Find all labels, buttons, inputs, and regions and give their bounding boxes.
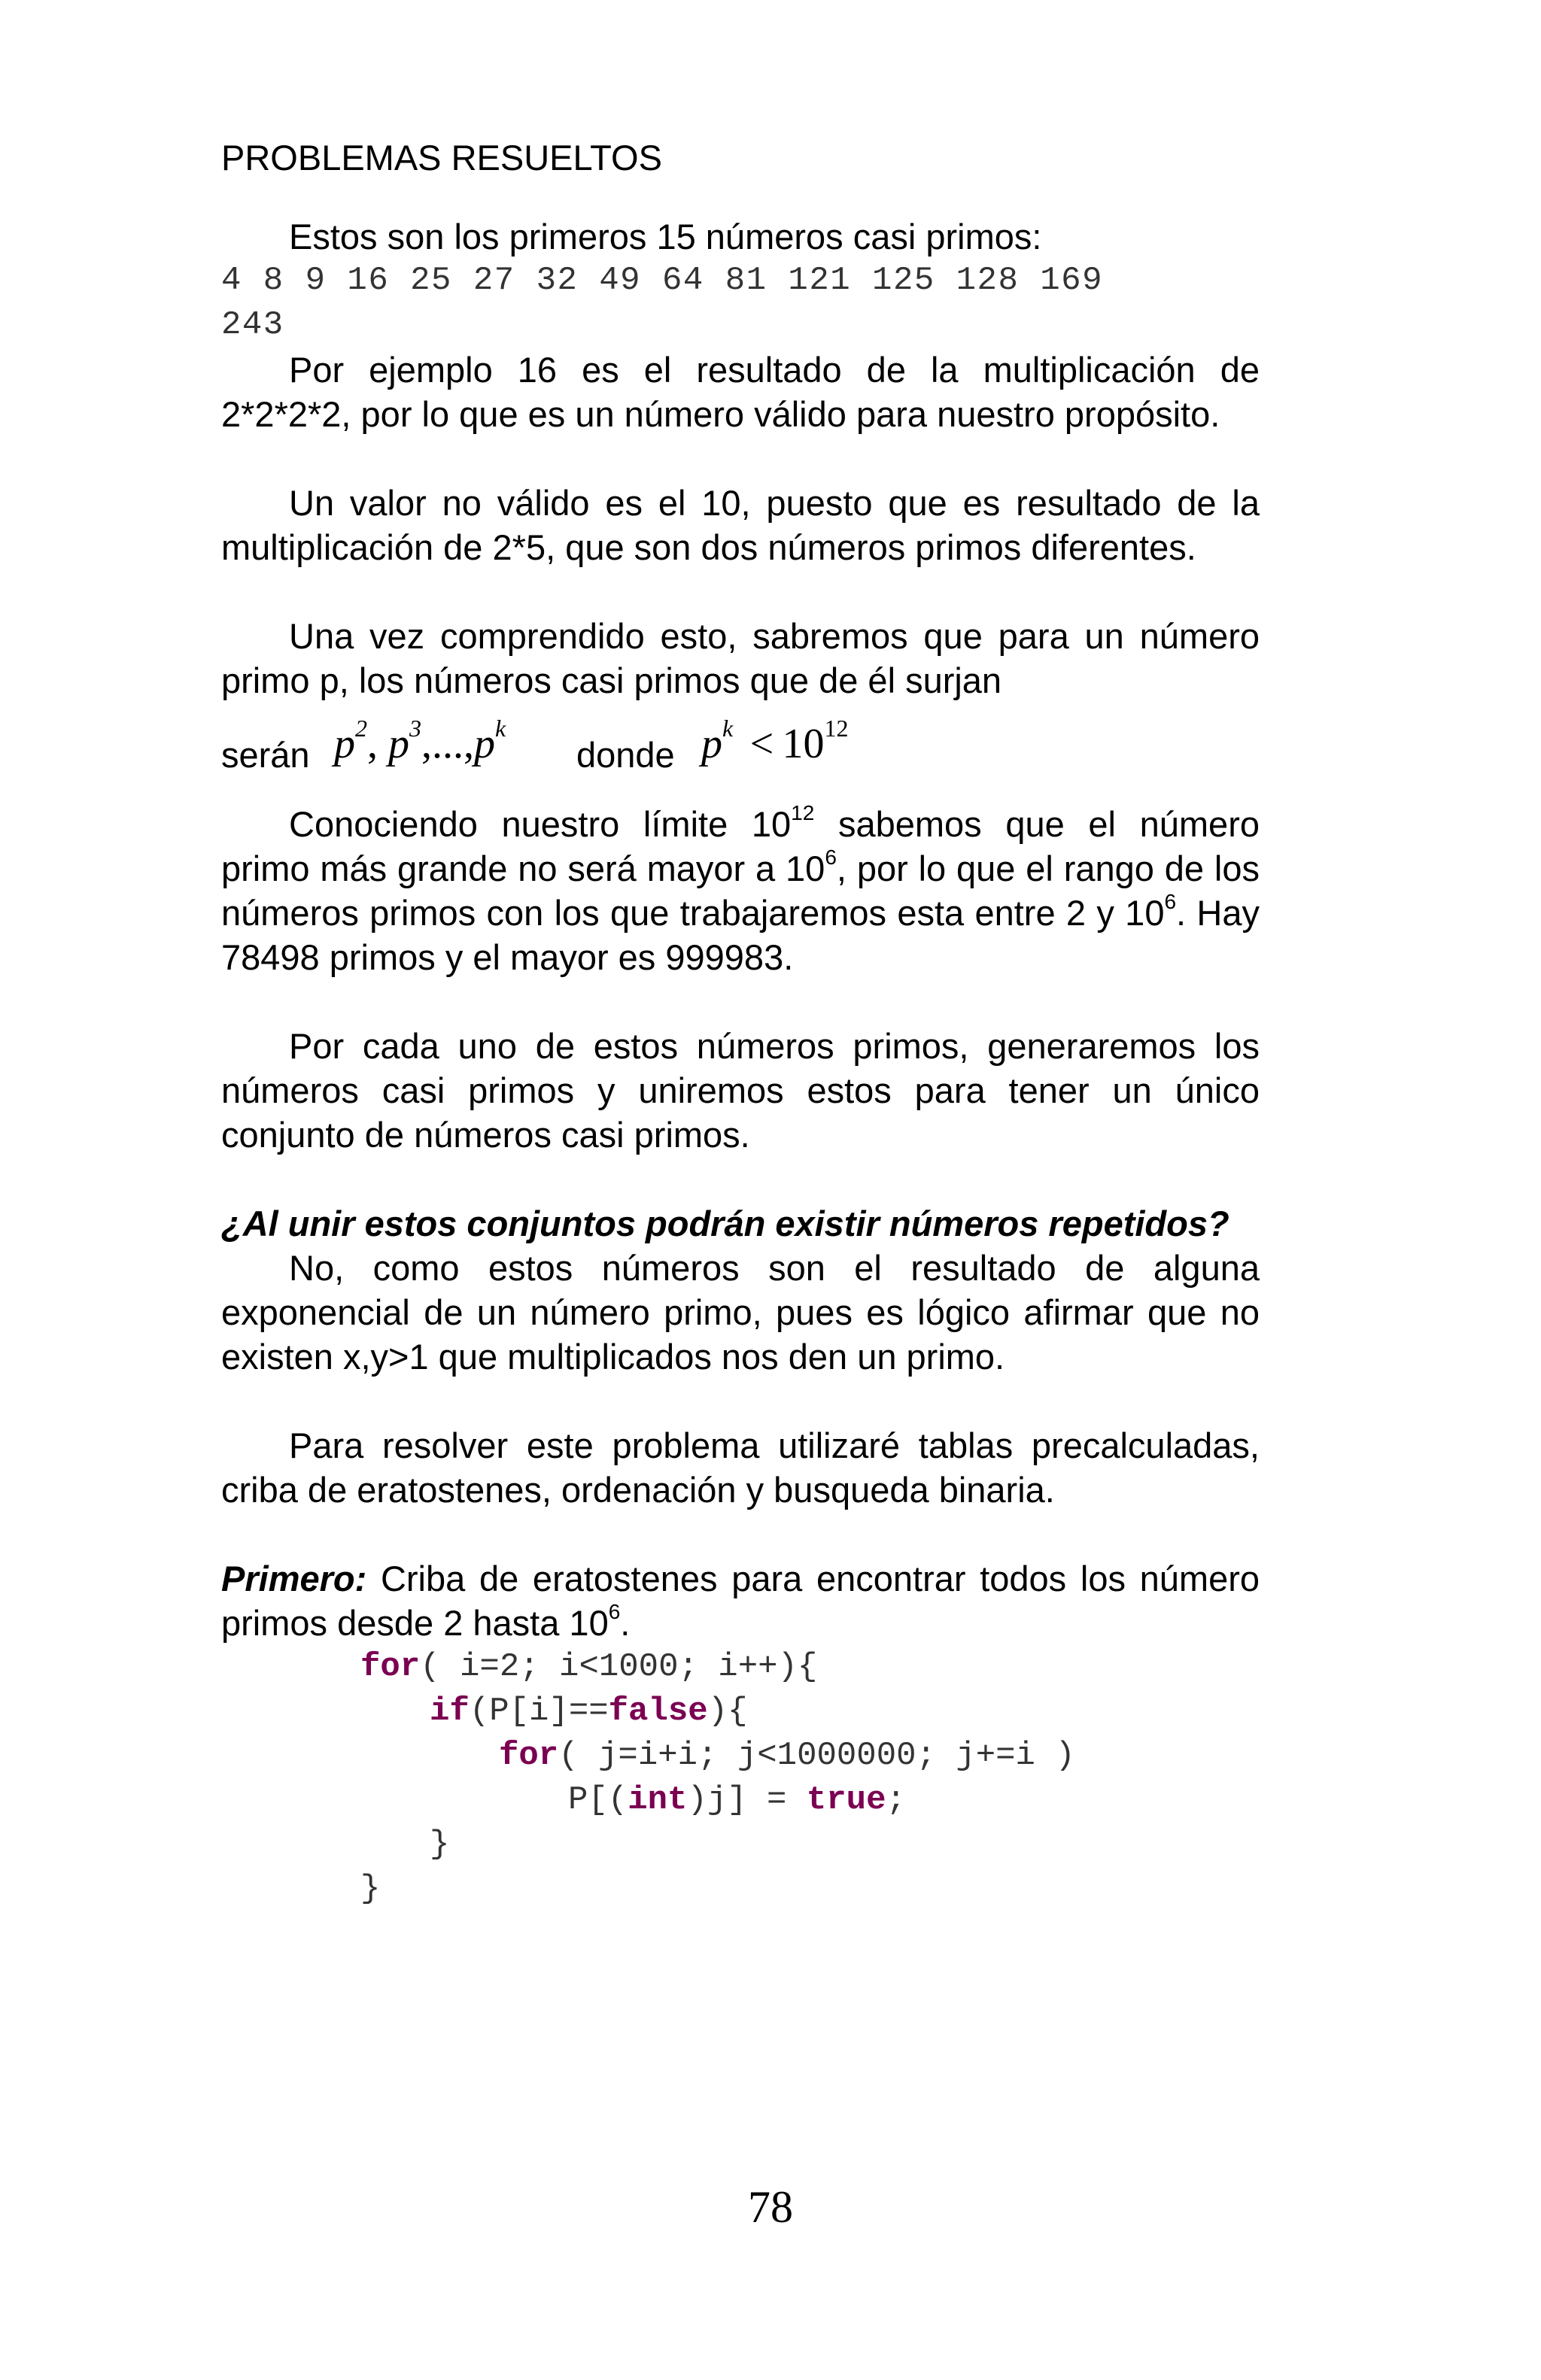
- first-step-paragraph: Primero: Criba de eratostenes para encontrar todos los número primos desde 2 hasta $10^6$.: [221, 1559, 1260, 1643]
- seran-label: serán: [221, 735, 310, 775]
- intro-paragraph: Estos son los primeros 15 números casi primos:: [289, 217, 1042, 257]
- code-line-3: for( j=i+i; j<1000000; j+=i ): [499, 1737, 1075, 1774]
- example-paragraph: Por ejemplo 16 es el resultado de la multiplicación de 2*2*2*2, por lo que es un número válido para nuestro propósito.: [221, 350, 1260, 434]
- sequence-line-1: 4 8 9 16 25 27 32 49 64 81 121 125 128 169: [221, 262, 1103, 299]
- generate-paragraph: Por cada uno de estos números primos, generaremos los números casi primos y uniremos estos para tener un único conjunto de números casi primos.: [221, 1026, 1260, 1155]
- invalid-paragraph: Un valor no válido es el 10, puesto que es resultado de la multiplicación de 2*5, que son dos números primos diferentes.: [221, 483, 1260, 567]
- donde-label: donde: [576, 735, 675, 775]
- sequence-line-2: 243: [221, 306, 284, 344]
- answer-paragraph: No, como estos números son el resultado de alguna exponencial de un número primo, pues es lógico afirmar que no existen x,y>1 que multiplicados nos den un primo.: [221, 1248, 1260, 1377]
- code-line-5: }: [430, 1826, 450, 1863]
- code-line-4: P[(int)j] = true;: [568, 1781, 906, 1819]
- once-paragraph: Una vez comprendido esto, sabremos que para un número primo p, los números casi primos que de él surjan: [221, 616, 1260, 700]
- limit-formula: $p^k < 10^{12}$: [701, 715, 849, 767]
- code-line-1: for( i=2; i<1000; i++){: [360, 1648, 818, 1686]
- formula-line: [221, 703, 1260, 793]
- approach-paragraph: Para resolver este problema utilizaré tablas precalculadas, criba de eratostenes, ordenación y busqueda binaria.: [221, 1425, 1260, 1510]
- running-header: PROBLEMAS RESUELTOS: [221, 138, 662, 178]
- sieve-code-block: [221, 1645, 1260, 1911]
- code-line-6: }: [360, 1870, 381, 1908]
- first-step-label: Primero:: [221, 1559, 367, 1598]
- limit-paragraph: Conociendo nuestro límite $10^{12}$ sabemos que el número primo más grande no será mayor a $10^6$, por lo que el rango de los números primos con los que trabajaremos esta entre 2 y $10^6$. Hay 78498 primos y el mayor es 999983.: [221, 801, 1260, 977]
- page-body: [221, 135, 1260, 1911]
- question-heading: ¿Al unir estos conjuntos podrán existir números repetidos?: [221, 1204, 1229, 1243]
- powers-formula: $p^2$, $p^3,...,p^k$: [334, 715, 506, 767]
- code-line-2: if(P[i]==false){: [430, 1692, 748, 1730]
- page-number: 78: [748, 2182, 793, 2232]
